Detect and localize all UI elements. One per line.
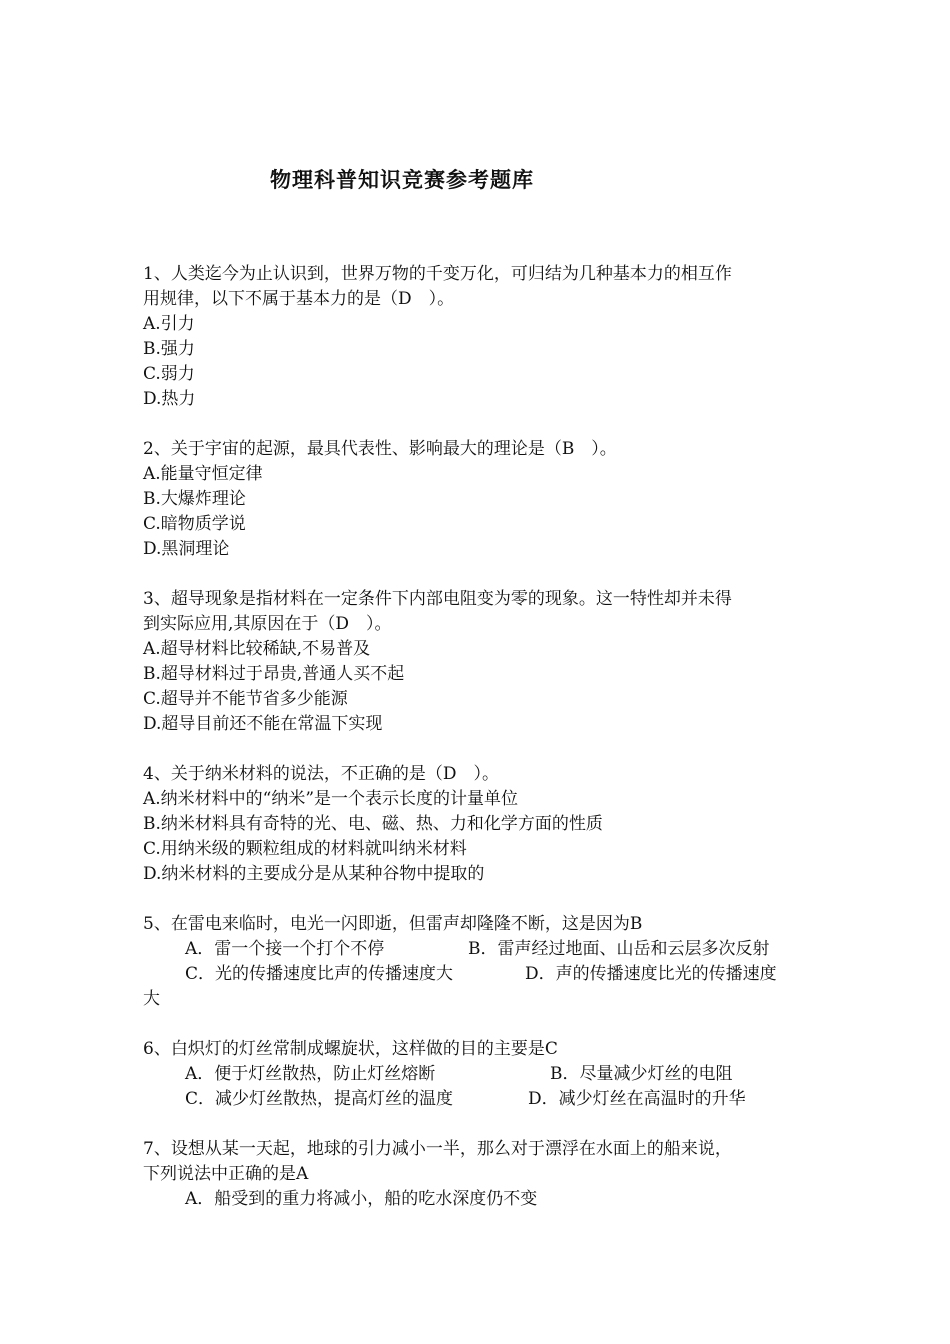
- question-6: [143, 1037, 813, 1112]
- option-b: B．雷声经过地面、山岳和云层多次反射: [468, 939, 770, 959]
- question-stem: 7、设想从某一天起，地球的引力减小一半，那么对于漂浮在水面上的船来说，: [143, 1139, 732, 1159]
- option-a: A．便于灯丝散热，防止灯丝熔断: [185, 1064, 436, 1084]
- question-stem: 下列说法中正确的是A: [143, 1164, 309, 1184]
- option-a: A.超导材料比较稀缺,不易普及: [143, 639, 371, 659]
- option-c: C.用纳米级的颗粒组成的材料就叫纳米材料: [143, 839, 467, 859]
- question-2: [143, 437, 813, 562]
- option-row: [143, 962, 813, 987]
- option-d: D．声的传播速度比光的传播速度: [525, 964, 777, 984]
- option-a: A.能量守恒定律: [143, 464, 263, 484]
- question-1: [143, 262, 813, 412]
- question-stem: 1、人类迄今为止认识到，世界万物的千变万化，可归结为几种基本力的相互作: [143, 264, 732, 284]
- option-d: D.热力: [143, 389, 196, 409]
- option-b: B.纳米材料具有奇特的光、电、磁、热、力和化学方面的性质: [143, 814, 603, 834]
- option-c: C.暗物质学说: [143, 514, 246, 534]
- option-b: B．尽量减少灯丝的电阻: [550, 1064, 733, 1084]
- question-stem: 到实际应用,其原因在于（D ）。: [143, 614, 392, 634]
- page-title: 物理科普知识竞赛参考题库: [270, 168, 534, 192]
- question-5: [143, 912, 813, 1012]
- question-stem: 2、关于宇宙的起源，最具代表性、影响最大的理论是（B ）。: [143, 439, 617, 459]
- option-c: C.弱力: [143, 364, 195, 384]
- option-row: [143, 1062, 813, 1087]
- question-stem: 用规律，以下不属于基本力的是（D ）。: [143, 289, 455, 309]
- option-d: D.超导目前还不能在常温下实现: [143, 714, 383, 734]
- question-list: [143, 262, 813, 1237]
- option-b: B.超导材料过于昂贵,普通人买不起: [143, 664, 405, 684]
- option-row: [143, 1087, 813, 1112]
- option-a: A．船受到的重力将减小，船的吃水深度仍不变: [185, 1189, 538, 1209]
- option-b: B.大爆炸理论: [143, 489, 246, 509]
- option-row: [143, 937, 813, 962]
- option-c: C．减少灯丝散热，提高灯丝的温度: [185, 1089, 454, 1109]
- option-d: D.纳米材料的主要成分是从某种谷物中提取的: [143, 864, 485, 884]
- question-stem: 6、白炽灯的灯丝常制成螺旋状，这样做的目的主要是C: [143, 1039, 558, 1059]
- question-stem: 4、关于纳米材料的说法，不正确的是（D ）。: [143, 764, 499, 784]
- question-7: [143, 1137, 813, 1212]
- question-4: [143, 762, 813, 887]
- question-3: [143, 587, 813, 737]
- option-d: D.黑洞理论: [143, 539, 230, 559]
- option-c: C.超导并不能节省多少能源: [143, 689, 348, 709]
- question-stem: 5、在雷电来临时，电光一闪即逝，但雷声却隆隆不断，这是因为B: [143, 914, 643, 934]
- option-c: C．光的传播速度比声的传播速度大: [185, 964, 454, 984]
- option-a: A.纳米材料中的“纳米”是一个表示长度的计量单位: [143, 789, 519, 809]
- option-b: B.强力: [143, 339, 195, 359]
- option-d: D．减少灯丝在高温时的升华: [528, 1089, 746, 1109]
- option-a: A．雷一个接一个打个不停: [185, 939, 385, 959]
- option-d-continuation: 大: [143, 989, 160, 1009]
- question-stem: 3、超导现象是指材料在一定条件下内部电阻变为零的现象。这一特性却并未得: [143, 589, 732, 609]
- option-a: A.引力: [143, 314, 195, 334]
